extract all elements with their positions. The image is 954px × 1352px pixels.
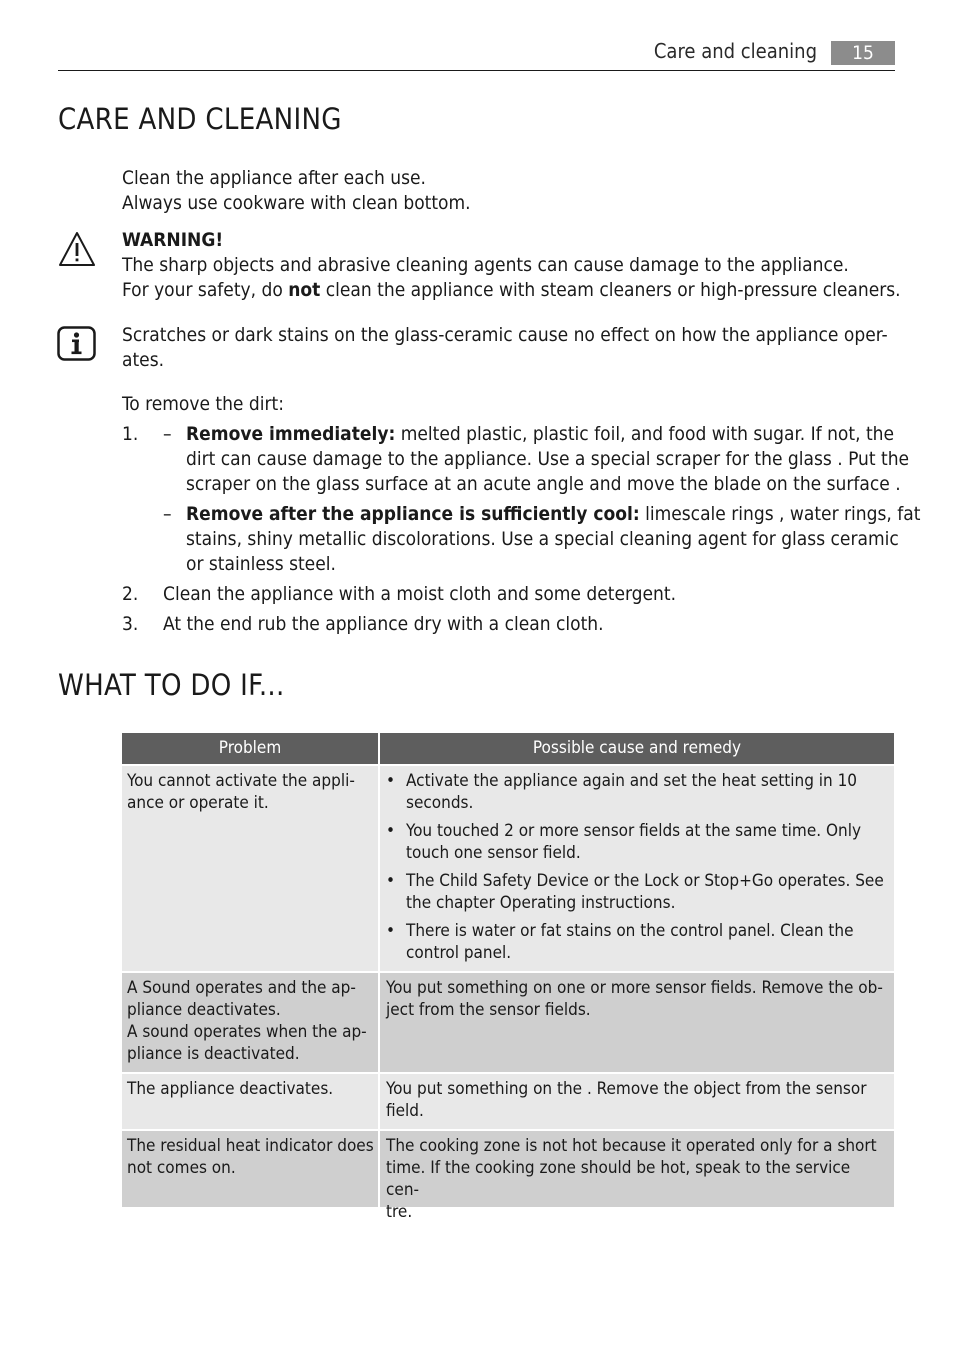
remedy-bullet	[386, 920, 888, 964]
remove-intro: To remove the dirt:	[122, 393, 284, 415]
remedy-cell	[380, 1131, 894, 1222]
problem-cell	[122, 1074, 378, 1129]
step-3-part-a: At the end	[163, 613, 258, 635]
warning-line-2-emphasis: not	[288, 279, 321, 301]
running-header-title: Care and cleaning	[653, 39, 817, 63]
remedy-line: The cooking zone is not hot because it operated only for a short	[386, 1136, 877, 1156]
remedy-line: You put something on one or more sensor fields. Remove the ob-	[386, 978, 883, 998]
remedy-line: ject from the sensor fields.	[386, 1000, 591, 1020]
step-1-line-3: scraper on the glass surface at an acute angle and move the blade on the surface .	[186, 473, 901, 495]
remedy-line: tre.	[386, 1202, 413, 1222]
intro-line-1: Clean the appliance after each use.	[122, 167, 426, 189]
problem-line: not comes on.	[127, 1158, 236, 1178]
remedy-line: field.	[386, 1101, 424, 1121]
warning-line-2-part-a: For your safety, do	[122, 279, 289, 301]
table-header-row	[122, 733, 894, 764]
bullet-glyph: •	[386, 771, 396, 791]
step-3-part-b: rub the appliance dry with a clean cloth.	[257, 613, 604, 635]
warning-block	[122, 228, 901, 303]
problem-line: A Sound operates and the ap-	[127, 978, 356, 998]
warning-title: WARNING!	[122, 229, 224, 251]
table-row	[122, 766, 894, 971]
troubleshoot-section-title: WHAT TO DO IF...	[58, 668, 285, 702]
step-1-line-1: melted plastic, plastic foil, and food with sugar. If not, the	[395, 423, 894, 445]
problem-line: The appliance deactivates.	[127, 1079, 334, 1099]
bullet-line: touch one sensor field.	[406, 843, 581, 863]
problem-cell	[122, 973, 378, 1072]
step-1-dash: –	[163, 423, 172, 445]
bullet-glyph: •	[386, 921, 396, 941]
step-1-text	[186, 422, 909, 497]
bullet-line: You touched 2 or more sensor fields at the same time. Only	[406, 821, 861, 841]
problem-line: The residual heat indicator does	[127, 1136, 374, 1156]
remedy-cell	[380, 766, 894, 971]
step-1b-line-3: or stainless steel.	[186, 553, 336, 575]
table-row	[122, 973, 894, 1072]
remedy-line: time. If the cooking zone should be hot, speak to the service cen-	[386, 1158, 851, 1200]
bullet-line: seconds.	[406, 793, 474, 813]
warning-triangle-icon	[57, 230, 97, 268]
bullet-line: the chapter Operating instructions.	[406, 893, 676, 913]
remedy-cell	[380, 973, 894, 1072]
info-line-1: Scratches or dark stains on the glass-ceramic cause no effect on how the appliance oper-	[122, 324, 888, 346]
warning-line-2	[122, 278, 901, 303]
bullet-line: control panel.	[406, 943, 512, 963]
step-1b-line-2: stains, shiny metallic discolorations. Use a special cleaning agent for glass ceramic	[186, 528, 899, 550]
column-header-remedy: Possible cause and remedy	[380, 733, 894, 764]
bullet-line: Activate the appliance again and set the heat setting in 10	[406, 771, 858, 791]
step-1b-dash: –	[163, 503, 172, 525]
problem-line: You cannot activate the appli-	[127, 771, 355, 791]
remedy-bullet	[386, 870, 888, 914]
care-section-title: CARE AND CLEANING	[58, 102, 342, 136]
problem-cell	[122, 766, 378, 971]
table-row	[122, 1131, 894, 1222]
problem-cell	[122, 1131, 378, 1207]
step-2-number: 2.	[122, 583, 139, 605]
care-intro	[122, 166, 471, 216]
remedy-bullet	[386, 770, 888, 814]
bullet-glyph: •	[386, 821, 396, 841]
page-number: 15	[831, 41, 895, 65]
intro-line-2: Always use cookware with clean bottom.	[122, 192, 471, 214]
bullet-line: The Child Safety Device or the Lock or Stop+Go operates. See	[406, 871, 884, 891]
remedy-line: You put something on the . Remove the object from the sensor	[386, 1079, 867, 1099]
table-row	[122, 1074, 894, 1129]
problem-line: pliance deactivates.	[127, 1000, 281, 1020]
info-block	[122, 323, 888, 373]
step-1-number: 1.	[122, 423, 139, 445]
step-1-line-2: dirt can cause damage to the appliance. Use a special scraper for the glass . Put the	[186, 448, 910, 470]
column-header-problem: Problem	[122, 733, 378, 764]
problem-line: pliance is deactivated.	[127, 1044, 300, 1064]
info-line-2: ates.	[122, 349, 165, 371]
step-1b-text	[186, 502, 920, 577]
step-1b-line-1: limescale rings , water rings, fat	[639, 503, 921, 525]
bullet-line: There is water or fat stains on the control panel. Clean the	[406, 921, 854, 941]
warning-line-2-part-c: clean the appliance with steam cleaners or high-pressure cleaners.	[320, 279, 901, 301]
step-1-lead: Remove immediately:	[186, 423, 396, 445]
header-rule	[58, 70, 895, 71]
step-2-text: Clean the appliance with a moist cloth and some detergent.	[163, 583, 676, 605]
problem-line: ance or operate it.	[127, 793, 269, 813]
step-3-number: 3.	[122, 613, 139, 635]
remedy-bullet	[386, 820, 888, 864]
info-icon	[57, 326, 96, 361]
step-3-text	[163, 612, 604, 637]
remedy-cell	[380, 1074, 894, 1129]
warning-line-1: The sharp objects and abrasive cleaning agents can cause damage to the appliance.	[122, 254, 849, 276]
problem-line: A sound operates when the ap-	[127, 1022, 367, 1042]
step-1b-lead: Remove after the appliance is sufficiently cool:	[186, 503, 640, 525]
bullet-glyph: •	[386, 871, 396, 891]
